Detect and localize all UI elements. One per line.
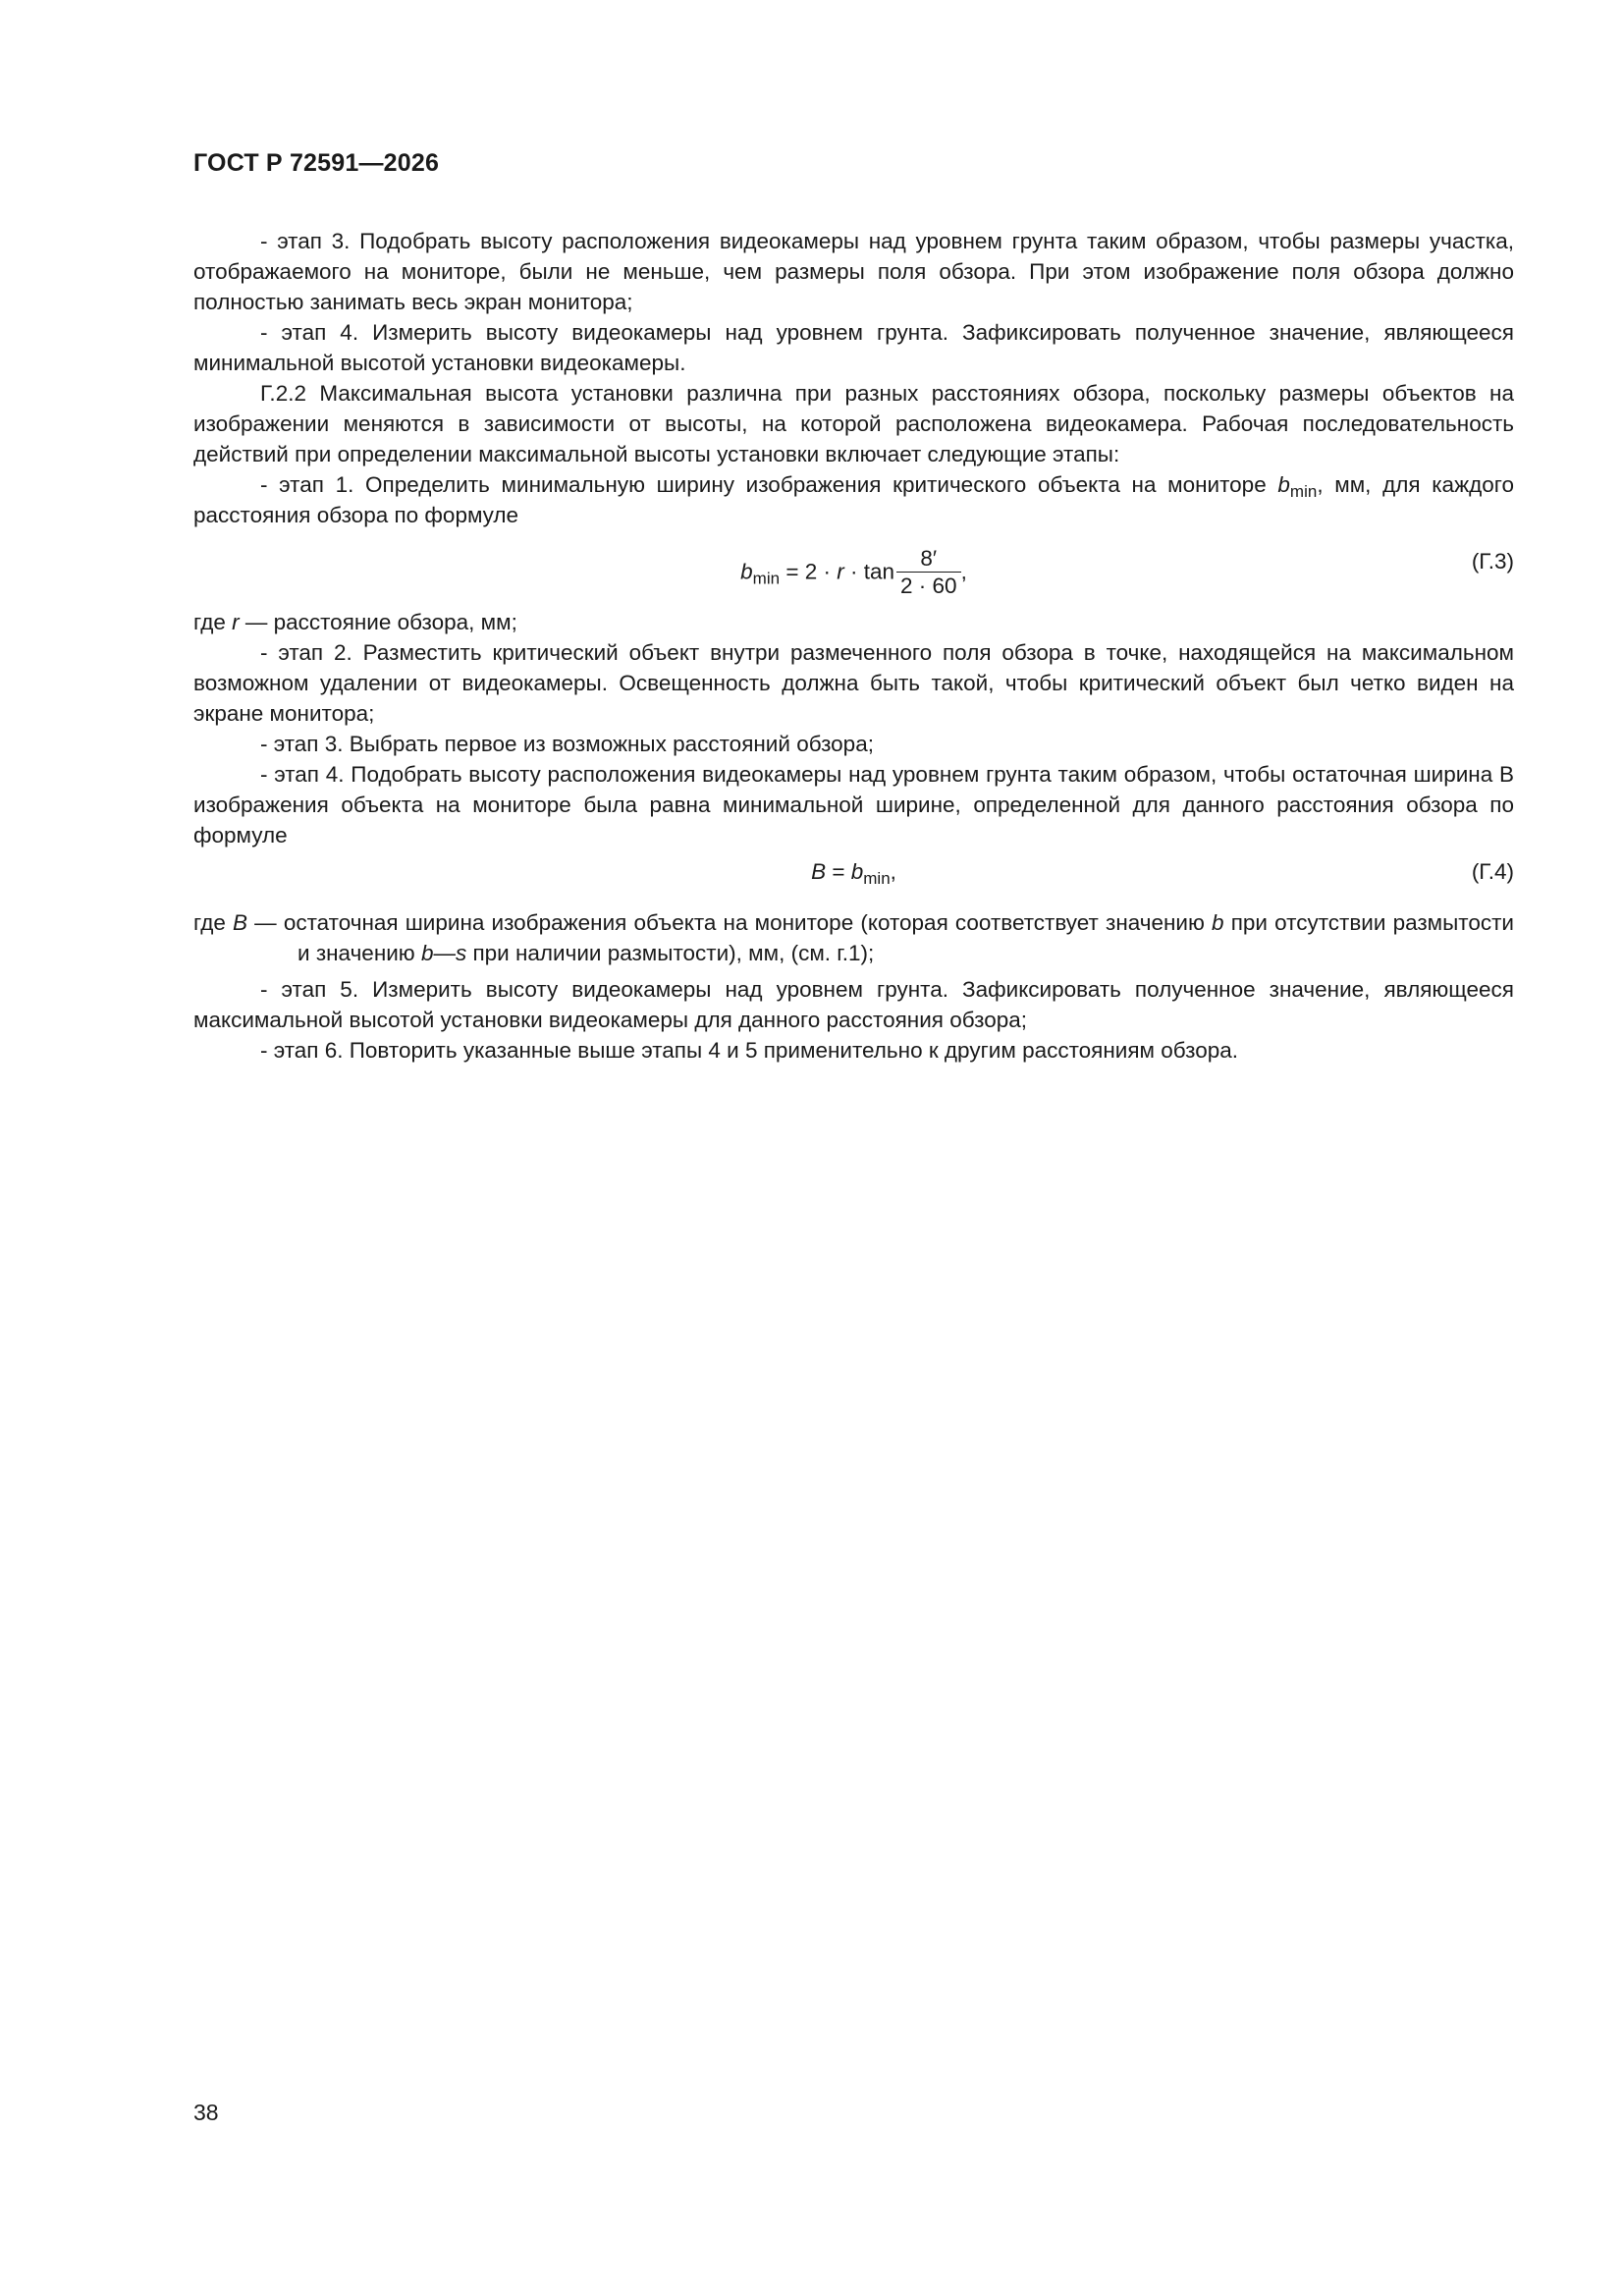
formula-g4-lhs-var: B <box>811 859 827 884</box>
step-2-paragraph: - этап 2. Разместить критический объект внутри размеченного поля обзора в точке, находящейся на максимальном возможном удалении от видеокамеры. Освещенность должна быть такой, чтобы критический объект был четко виден на экране монитора; <box>193 640 1514 726</box>
where-b-text1: — остаточная ширина изображения объекта на мониторе (которая соответствует значению <box>247 910 1213 935</box>
step-1-sub-min: min <box>1289 482 1318 501</box>
where-b-var-s: s <box>455 941 467 965</box>
where-b-text3: при наличии размытости), мм, (см. г.1); <box>466 941 875 965</box>
formula-g4-eq: = <box>826 859 851 884</box>
where-b-var: B <box>233 910 248 935</box>
where-b-var-b: b <box>1212 910 1224 935</box>
step-4b-paragraph: - этап 4. Подобрать высоту расположения видеокамеры над уровнем грунта таким образом, чтобы остаточная ширина В изображения объекта на мониторе была равна минимальной ширине, определенной для данного расстояния обзора по формуле <box>193 762 1514 847</box>
formula-g3-trail: , <box>960 559 967 584</box>
formula-g3-row <box>193 534 1514 598</box>
formula-g3-lhs-var: b <box>740 559 753 584</box>
where-r-paragraph <box>193 607 1514 637</box>
step-4-paragraph: - этап 4. Измерить высоту видеокамеры над уровнем грунта. Зафиксировать полученное значение, являющееся минимальной высотой установки видеокамеры. <box>193 320 1514 375</box>
formula-g3-middle: = 2 · <box>780 559 838 584</box>
where-b-var-b2: b <box>420 941 434 965</box>
step-1-text-before: - этап 1. Определить минимальную ширину изображения критического объекта на мониторе <box>260 472 1278 497</box>
formula-g4-rhs-var: b <box>850 859 864 884</box>
page-number: 38 <box>193 2100 219 2125</box>
formula-g3-fraction <box>896 546 961 600</box>
formula-g3-var-r: r <box>837 559 844 584</box>
formula-g3-tan: · tan <box>843 559 895 584</box>
document-header-title: ГОСТ Р 72591—2026 <box>193 149 440 177</box>
formula-g3-denominator: 2 · 60 <box>900 574 957 598</box>
formula-g3-numerator: 8′ <box>896 546 961 573</box>
step-3-paragraph: - этап 3. Подобрать высоту расположения видеокамеры над уровнем грунта таким образом, чтобы размеры участка, отображаемого на мониторе, были не меньше, чем размеры поля обзора. При этом изображение поля обзора должно полностью занимать весь экран монитора; <box>193 229 1514 314</box>
where-b-paragraph <box>193 907 1514 968</box>
where-b-prefix: где <box>193 910 233 935</box>
where-r-var: r <box>232 610 240 634</box>
step-1-paragraph <box>193 469 1514 530</box>
formula-g3-lhs-sub: min <box>752 569 781 588</box>
step-3b-paragraph: - этап 3. Выбрать первое из возможных расстояний обзора; <box>260 732 874 756</box>
formula-g4-number: (Г.4) <box>1471 859 1514 884</box>
step-1-var-b: b <box>1277 472 1290 497</box>
section-g-2-2-paragraph: Г.2.2 Максимальная высота установки различна при разных расстояниях обзора, поскольку размеры объектов на изображении меняются в зависимости от высоты, на которой расположена видеокамера. Рабочая последовательность действий при определении максимальной высоты установки включает следующие этапы: <box>193 381 1514 466</box>
formula-g4-rhs-sub: min <box>863 869 891 888</box>
formula-g4-trail: , <box>890 859 896 884</box>
document-body <box>193 226 1514 1066</box>
formula-g3-number: (Г.3) <box>1471 549 1514 574</box>
where-r-text: — расстояние обзора, мм; <box>239 610 517 634</box>
step-1-text-after: , мм, для каждого расстояния обзора по формуле <box>193 472 1514 527</box>
formula-g3 <box>193 546 1514 600</box>
formula-g4-row <box>193 852 1514 892</box>
step-5-paragraph: - этап 5. Измерить высоту видеокамеры над уровнем грунта. Зафиксировать полученное значение, являющееся максимальной высотой установки видеокамеры для данного расстояния обзора; <box>193 977 1514 1032</box>
where-r-prefix: где <box>193 610 233 634</box>
where-b-text2: при отсутствии размытости и значению <box>298 910 1514 965</box>
where-b-dash: — <box>433 941 456 965</box>
step-6-paragraph: - этап 6. Повторить указанные выше этапы 4 и 5 применительно к другим расстояниям обзора. <box>260 1038 1238 1063</box>
formula-g4 <box>193 856 1514 887</box>
